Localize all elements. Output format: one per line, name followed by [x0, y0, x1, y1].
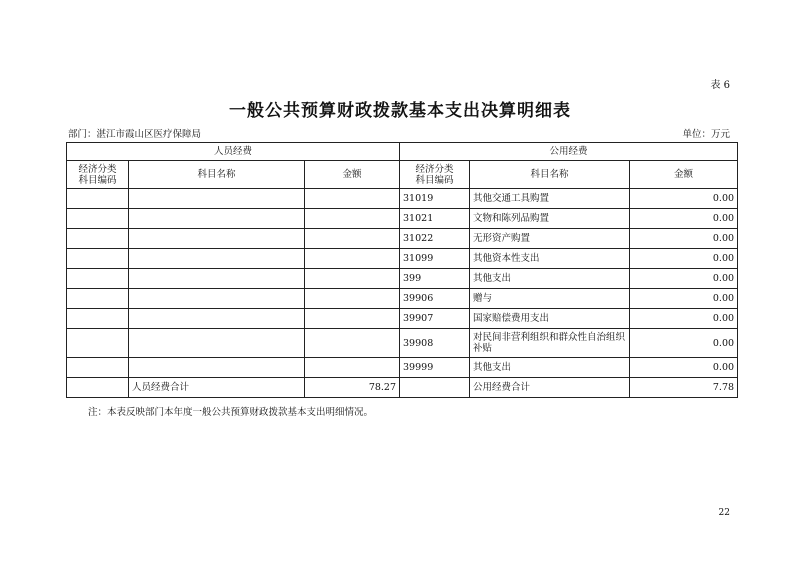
- row-name: 其他支出: [470, 269, 630, 289]
- row-amount: 0.00: [630, 329, 738, 358]
- public-header: 公用经费: [400, 143, 738, 161]
- personnel-total-label: 人员经费合计: [129, 378, 305, 398]
- table-row: [67, 249, 738, 269]
- table-note: 注：本表反映部门本年度一般公共预算财政拨款基本支出明细情况。: [88, 407, 374, 418]
- totals-row: [67, 378, 738, 398]
- public-total-label: 公用经费合计: [470, 378, 630, 398]
- personnel-total-amount: 78.27: [305, 378, 400, 398]
- row-name: 无形资产购置: [470, 229, 630, 249]
- table-row: [67, 189, 738, 209]
- table-row: [67, 309, 738, 329]
- personnel-name-header: 科目名称: [129, 161, 305, 189]
- row-amount: 0.00: [630, 209, 738, 229]
- public-name-header: 科目名称: [470, 161, 630, 189]
- page-title: 一般公共预算财政拨款基本支出决算明细表: [229, 101, 571, 121]
- row-code: 31019: [400, 189, 470, 209]
- row-name: 文物和陈列品购置: [470, 209, 630, 229]
- table-row: [67, 269, 738, 289]
- econ-code-line2: 科目编码: [78, 174, 117, 186]
- table-row: [67, 229, 738, 249]
- row-code: 39906: [400, 289, 470, 309]
- row-code: 31099: [400, 249, 470, 269]
- row-name: 国家赔偿费用支出: [470, 309, 630, 329]
- header-row-columns: [67, 161, 738, 189]
- row-name: 其他交通工具购置: [470, 189, 630, 209]
- row-amount: 0.00: [630, 189, 738, 209]
- econ-code-line1: 经济分类: [78, 163, 117, 175]
- econ-code-line2: 科目编码: [415, 174, 454, 186]
- row-code: 39999: [400, 358, 470, 378]
- personnel-header: 人员经费: [67, 143, 400, 161]
- table-row: [67, 358, 738, 378]
- personnel-code-header: [67, 161, 129, 189]
- page-number: 22: [718, 508, 730, 518]
- public-total-amount: 7.78: [630, 378, 738, 398]
- row-code: 31021: [400, 209, 470, 229]
- econ-code-line1: 经济分类: [415, 163, 454, 175]
- row-name: 其他支出: [470, 358, 630, 378]
- row-name: 其他资本性支出: [470, 249, 630, 269]
- row-amount: 0.00: [630, 249, 738, 269]
- table-row: [67, 329, 738, 358]
- row-amount: 0.00: [630, 269, 738, 289]
- row-amount: 0.00: [630, 309, 738, 329]
- table-number: 表 6: [710, 80, 730, 91]
- personnel-amount-header: 金额: [305, 161, 400, 189]
- row-name: 赠与: [470, 289, 630, 309]
- department-label: 部门：湛江市霞山区医疗保障局: [68, 129, 202, 140]
- header-row-groups: [67, 143, 738, 161]
- row-code: 39907: [400, 309, 470, 329]
- row-amount: 0.00: [630, 289, 738, 309]
- table-row: [67, 289, 738, 309]
- row-amount: 0.00: [630, 229, 738, 249]
- row-name: 对民间非营利组织和群众性自治组织补贴: [470, 329, 630, 358]
- row-code: 39908: [400, 329, 470, 358]
- table-row: [67, 209, 738, 229]
- row-code: 399: [400, 269, 470, 289]
- row-amount: 0.00: [630, 358, 738, 378]
- row-code: 31022: [400, 229, 470, 249]
- expenditure-table: [66, 142, 738, 398]
- public-code-header: [400, 161, 470, 189]
- public-amount-header: 金额: [630, 161, 738, 189]
- unit-label: 单位：万元: [682, 129, 730, 140]
